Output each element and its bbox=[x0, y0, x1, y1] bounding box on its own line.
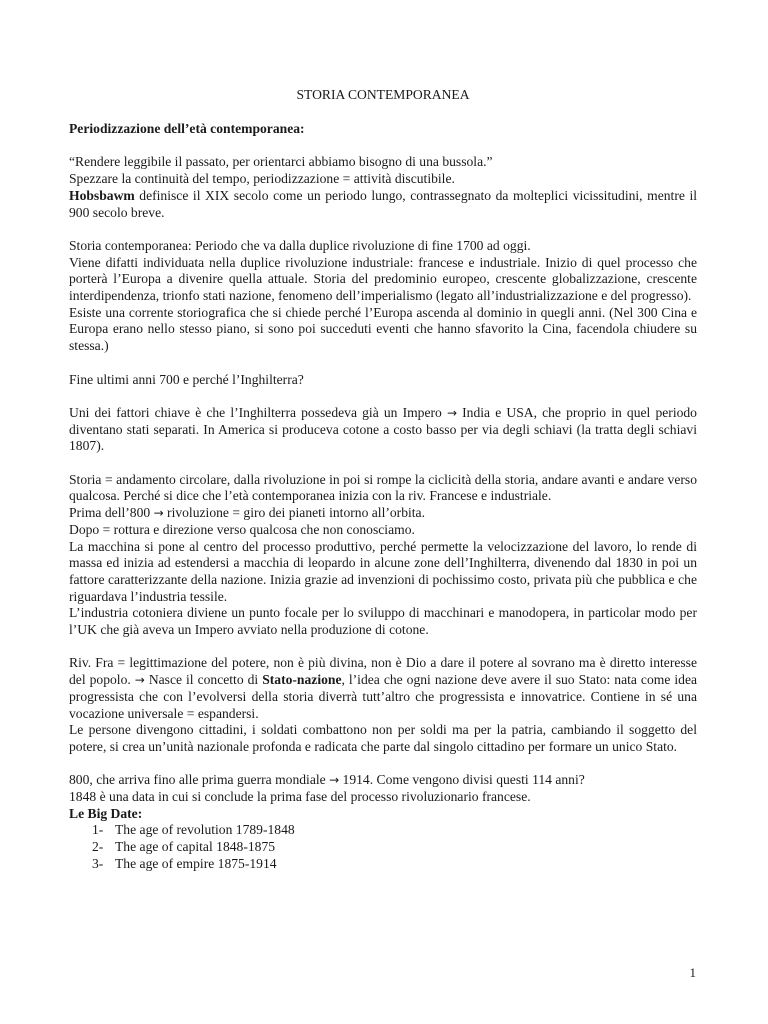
paragraph: “Rendere leggibile il passato, per orientarci abbiamo bisogno di una bussola.” bbox=[69, 154, 493, 170]
arrow-right-icon: → bbox=[329, 773, 340, 788]
paragraph: Fine ultimi anni 700 e perché l’Inghilterra? bbox=[69, 371, 304, 387]
paragraph: Dopo = rottura e direzione verso qualcosa che non conosciamo. bbox=[69, 521, 415, 537]
list-item: 2- The age of capital 1848-1875 bbox=[92, 839, 276, 855]
paragraph: Le persone divengono cittadini, i soldati combattono non per soldi ma per la patria, cambiando il soggetto del potere, si crea un’unità nazionale profonda e radicata che parte dal singolo cittadino per formare un unico Stato. bbox=[69, 722, 697, 754]
paragraph: Viene difatti individuata nella duplice rivoluzione industriale: francese e industriale. Inizio di quel processo che porterà l’Europa a divenire quella attuale. Storia del predominio europeo, crescente globalizzazione, crescente interdipendenza, trionfo stati nazione, fenomeno dell’imperialismo (legato all’industrializzazione e del progresso). bbox=[69, 254, 697, 304]
paragraph: L’industria cotoniera diviene un punto focale per lo sviluppo di macchinari e manodopera, in particolar modo per l’UK che già aveva un Impero avviato nella produzione di cotone. bbox=[69, 605, 697, 638]
paragraph: Esiste una corrente storiografica che si chiede perché l’Europa ascenda al dominio in quegli anni. (Nel 300 Cina e Europa erano nello stesso piano, si sono poi succeduti eventi che hanno sfavorito la Cina, facendola chiudere su stessa.) bbox=[69, 304, 697, 354]
list-item: 3- The age of empire 1875-1914 bbox=[92, 855, 277, 871]
arrow-right-icon: → bbox=[446, 405, 458, 420]
bold-term: Stato-nazione bbox=[262, 672, 342, 688]
paragraph: Storia = andamento circolare, dalla rivoluzione in poi si rompe la ciclicità della storia, andare avanti e andare verso qualcosa. Perché si dice che l’età contemporanea inizia con la riv. Francese e industriale. bbox=[69, 471, 697, 504]
paragraph: 1848 è una data in cui si conclude la prima fase del processo rivoluzionario francese. bbox=[69, 789, 531, 805]
paragraph: Riv. Fra = legittimazione del potere, non è più divina, non è Dio a dare il potere al sovrano ma è diretto interesse del popolo. → Nasce il concetto di Stato-nazione, l’idea che ogni nazione deve avere il suo Stato: nata come idea progressista che con l’evolversi della storia diverrà tutt’altro che progressista e innovatrice. Contiene in sé una vocazione universale = espandersi. bbox=[69, 655, 698, 721]
arrow-right-icon: → bbox=[153, 506, 164, 521]
document-title: STORIA CONTEMPORANEA bbox=[296, 87, 470, 102]
paragraph: Prima dell’800 → rivoluzione = giro dei pianeti intorno all’orbita. bbox=[69, 505, 425, 521]
big-dates-list bbox=[69, 822, 697, 872]
big-dates-heading: Le Big Date: bbox=[69, 805, 143, 821]
document-body bbox=[69, 87, 697, 873]
paragraph: La macchina si pone al centro del processo produttivo, perché permette la velocizzazione del lavoro, lo rende di massa ed inizia ad estendersi a macchia di leopardo in alcune zone dell’Inghilterra, divenendo dal 1830 in poi un fattore caratterizzante della nazione. Inizia grazie ad invenzioni di pochissimo costo, privata più che pubblica e che riguardava l’industria tessile. bbox=[69, 538, 697, 604]
paragraph: 800, che arriva fino alle prima guerra mondiale → 1914. Come vengono divisi questi 114 anni? bbox=[69, 772, 585, 788]
bold-name: Hobsbawm bbox=[69, 187, 135, 203]
paragraph: Storia contemporanea: Periodo che va dalla duplice rivoluzione di fine 1700 ad oggi. bbox=[69, 237, 531, 253]
paragraph: Uni dei fattori chiave è che l’Inghilterra possedeva già un Impero → India e USA, che proprio in quel periodo diventano stati separati. In America si produceva cotone a costo basso per via degli schiavi (la tratta degli schiavi 1807). bbox=[69, 404, 697, 454]
paragraph: Spezzare la continuità del tempo, periodizzazione = attività discutibile. bbox=[69, 171, 455, 187]
paragraph: Hobsbawm definisce il XIX secolo come un periodo lungo, contrassegnato da molteplici vicissitudini, mentre il 900 secolo breve. bbox=[69, 187, 697, 220]
list-item: 1- The age of revolution 1789-1848 bbox=[92, 822, 295, 838]
arrow-right-icon: → bbox=[134, 673, 145, 688]
page-number: 1 bbox=[689, 965, 696, 980]
section-heading: Periodizzazione dell’età contemporanea: bbox=[69, 120, 305, 136]
